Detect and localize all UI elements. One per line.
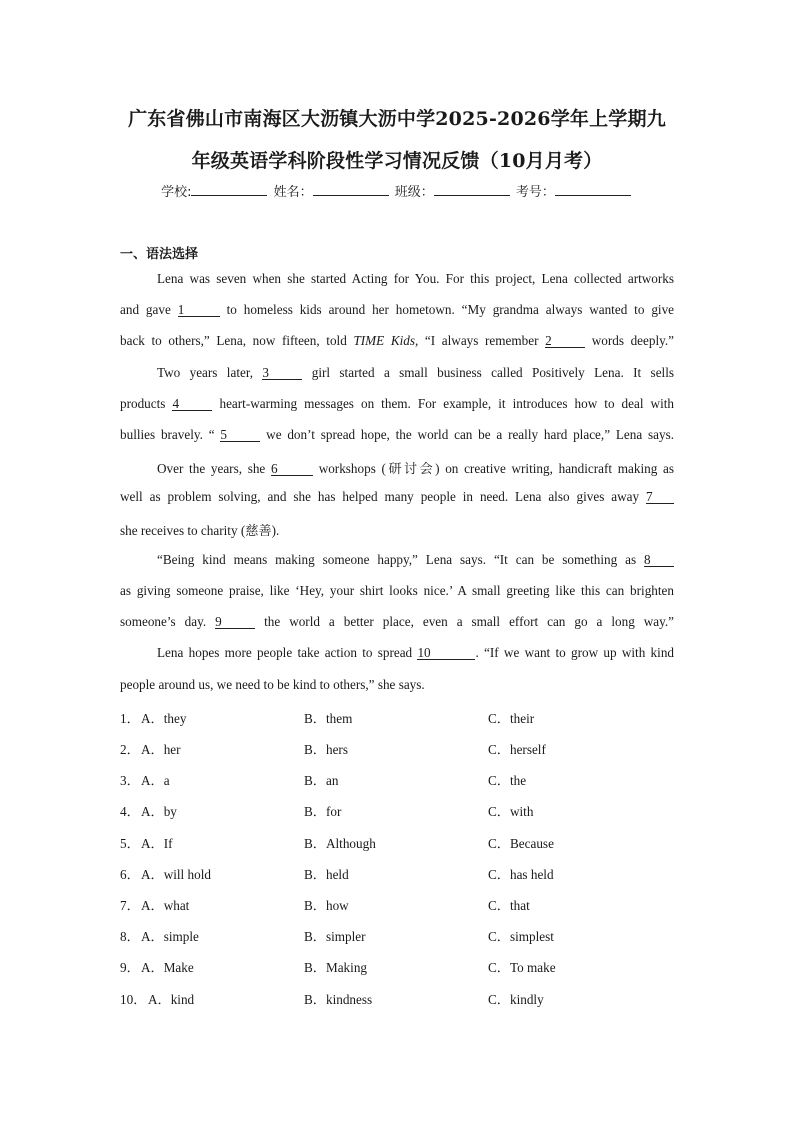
passage-line: well as problem solving, and she has helped many people in need. Lena also gives away 7	[120, 489, 674, 505]
name-field[interactable]	[313, 183, 389, 196]
title-line-1: 广东省佛山市南海区大沥镇大沥中学2025-2026学年上学期九	[128, 108, 666, 130]
option-b[interactable]: B．them	[304, 711, 353, 726]
class-field[interactable]	[434, 183, 510, 196]
option-b[interactable]: B．Making	[304, 960, 368, 975]
option-c[interactable]: C．the	[488, 773, 527, 788]
option-b[interactable]: B．Although	[304, 836, 376, 851]
passage-line: bullies bravely. “ 5 we don’t spread hope, the world can be a really hard place,” Lena says.	[120, 427, 674, 442]
option-c[interactable]: C．that	[488, 898, 530, 913]
option-c[interactable]: C．herself	[488, 742, 546, 757]
passage-line: Lena was seven when she started Acting for You. For this project, Lena collected artworks	[157, 271, 674, 286]
exam-page: 广东省佛山市南海区大沥镇大沥中学2025-2026学年上学期九 年级英语学科阶段性学习情况反馈（10月月考） 学校: 姓名： 班级： 考号： 一、语法选择 Lena was seven when she started Acting for You. For this project, Lena collected artworks and gave 1 to homeless kids around her hometown. “My grandma always wanted to give back to others,” Lena, now fifteen, told TIME Kids, “I always remember 2 words deeply.” Two years later, 3 girl started a small business called Positively Lena. It sells products 4 heart-warming messages on them. For example, it introduces how to deal with bullies bravely. “ 5 we don’t spread hope, the world can be a really hard place,” Lena says. Over the years, she 6 workshops (研讨会) on creative writing, handicraft making as well as problem solving, and she has helped many people in need. Lena also gives away 7 she receives to charity (慈善). “Being kind means making someone happy,” Lena says. “It can be something as 8 as giving someone praise, like ‘Hey, your shirt looks nice.’ A small greeting like this can brighten someone’s day. 9 the world a better place, even a small effort can go a long way.” Lena hopes more people take action to spread 10 . “If we want to grow up with kind people around us, we need to be kind to others,” she says. 1． A．they B．them C．their 2． A．her B．hers C．herself 3． A．a B．an C．the 4． A．by B．for C．with 5． A．If B．Although C．Because 6． A．will hold B．held C．has held 7． A．what B．how C．that 8． A．simple B．simpler C．simplest 9． A．Make B．Making C．To make 10． A．kind B．kindness C．kindly	[0, 0, 794, 1123]
option-c[interactable]: C．has held	[488, 867, 554, 882]
passage-line: and gave 1 to homeless kids around her hometown. “My grandma always wanted to give	[120, 302, 675, 317]
passage-line: as giving someone praise, like ‘Hey, your shirt looks nice.’ A small greeting like this can brighten	[120, 583, 674, 598]
name-label: 姓名：	[273, 185, 313, 200]
exam-number-label: 考号：	[515, 185, 555, 200]
option-b[interactable]: B．how	[304, 898, 349, 913]
blank-7[interactable]: 7	[646, 490, 674, 504]
option-c[interactable]: C．To make	[488, 960, 556, 975]
option-a[interactable]: A．by	[141, 804, 177, 819]
option-b[interactable]: B．hers	[304, 742, 348, 757]
option-c[interactable]: C．their	[488, 711, 535, 726]
passage-line: she receives to charity (慈善).	[120, 523, 280, 538]
student-info-row	[0, 181, 794, 200]
option-c[interactable]: C．simplest	[488, 929, 554, 944]
passage-line: Two years later, 3 girl started a small business called Positively Lena. It sells	[157, 365, 675, 380]
blank-9[interactable]: 9	[215, 615, 255, 629]
passage-line: people around us, we need to be kind to others,” she says.	[120, 677, 425, 692]
passage-line: “Being kind means making someone happy,” Lena says. “It can be something as 8	[157, 552, 674, 568]
option-a[interactable]: A．Make	[141, 960, 194, 975]
exam-number-field[interactable]	[555, 183, 631, 196]
option-a[interactable]: A．simple	[141, 929, 199, 944]
option-b[interactable]: B．kindness	[304, 992, 373, 1007]
option-b[interactable]: B．held	[304, 867, 349, 882]
section-heading: 一、语法选择	[120, 247, 199, 262]
option-b[interactable]: B．for	[304, 804, 342, 819]
passage-line: Over the years, she 6 workshops (研讨会) on creative writing, handicraft making as	[157, 461, 674, 476]
school-field[interactable]	[191, 183, 267, 196]
blank-1[interactable]: 1	[178, 303, 220, 317]
blank-3[interactable]: 3	[262, 366, 302, 380]
school-label: 学校:	[161, 185, 192, 200]
blank-6[interactable]: 6	[271, 462, 313, 476]
option-a[interactable]: A．If	[141, 836, 173, 851]
passage-line: back to others,” Lena, now fifteen, told TIME Kids, “I always remember 2 words deeply.”	[120, 333, 675, 348]
title-line-2: 年级英语学科阶段性学习情况反馈（10月月考）	[191, 150, 603, 172]
blank-2[interactable]: 2	[545, 334, 585, 348]
option-a[interactable]: A．what	[141, 898, 190, 913]
blank-8[interactable]: 8	[644, 553, 674, 567]
class-label: 班级：	[394, 185, 434, 200]
blank-5[interactable]: 5	[220, 428, 260, 442]
blank-10[interactable]: 10	[417, 646, 475, 660]
passage-line: Lena hopes more people take action to spread 10 . “If we want to grow up with kind	[157, 645, 675, 660]
option-a[interactable]: A．they	[141, 711, 187, 726]
option-a[interactable]: A．her	[141, 742, 181, 757]
option-c[interactable]: C．with	[488, 804, 534, 819]
option-b[interactable]: B．simpler	[304, 929, 366, 944]
option-a[interactable]: A．a	[141, 773, 170, 788]
passage-line: someone’s day. 9 the world a better place, even a small effort can go a long way.”	[120, 614, 675, 629]
option-c[interactable]: C．kindly	[488, 992, 544, 1007]
option-c[interactable]: C．Because	[488, 836, 554, 851]
option-a[interactable]: A．kind	[148, 992, 195, 1007]
option-a[interactable]: A．will hold	[141, 867, 211, 882]
blank-4[interactable]: 4	[172, 397, 212, 411]
option-b[interactable]: B．an	[304, 773, 339, 788]
passage-line: products 4 heart-warming messages on them. For example, it introduces how to deal with	[120, 396, 674, 411]
